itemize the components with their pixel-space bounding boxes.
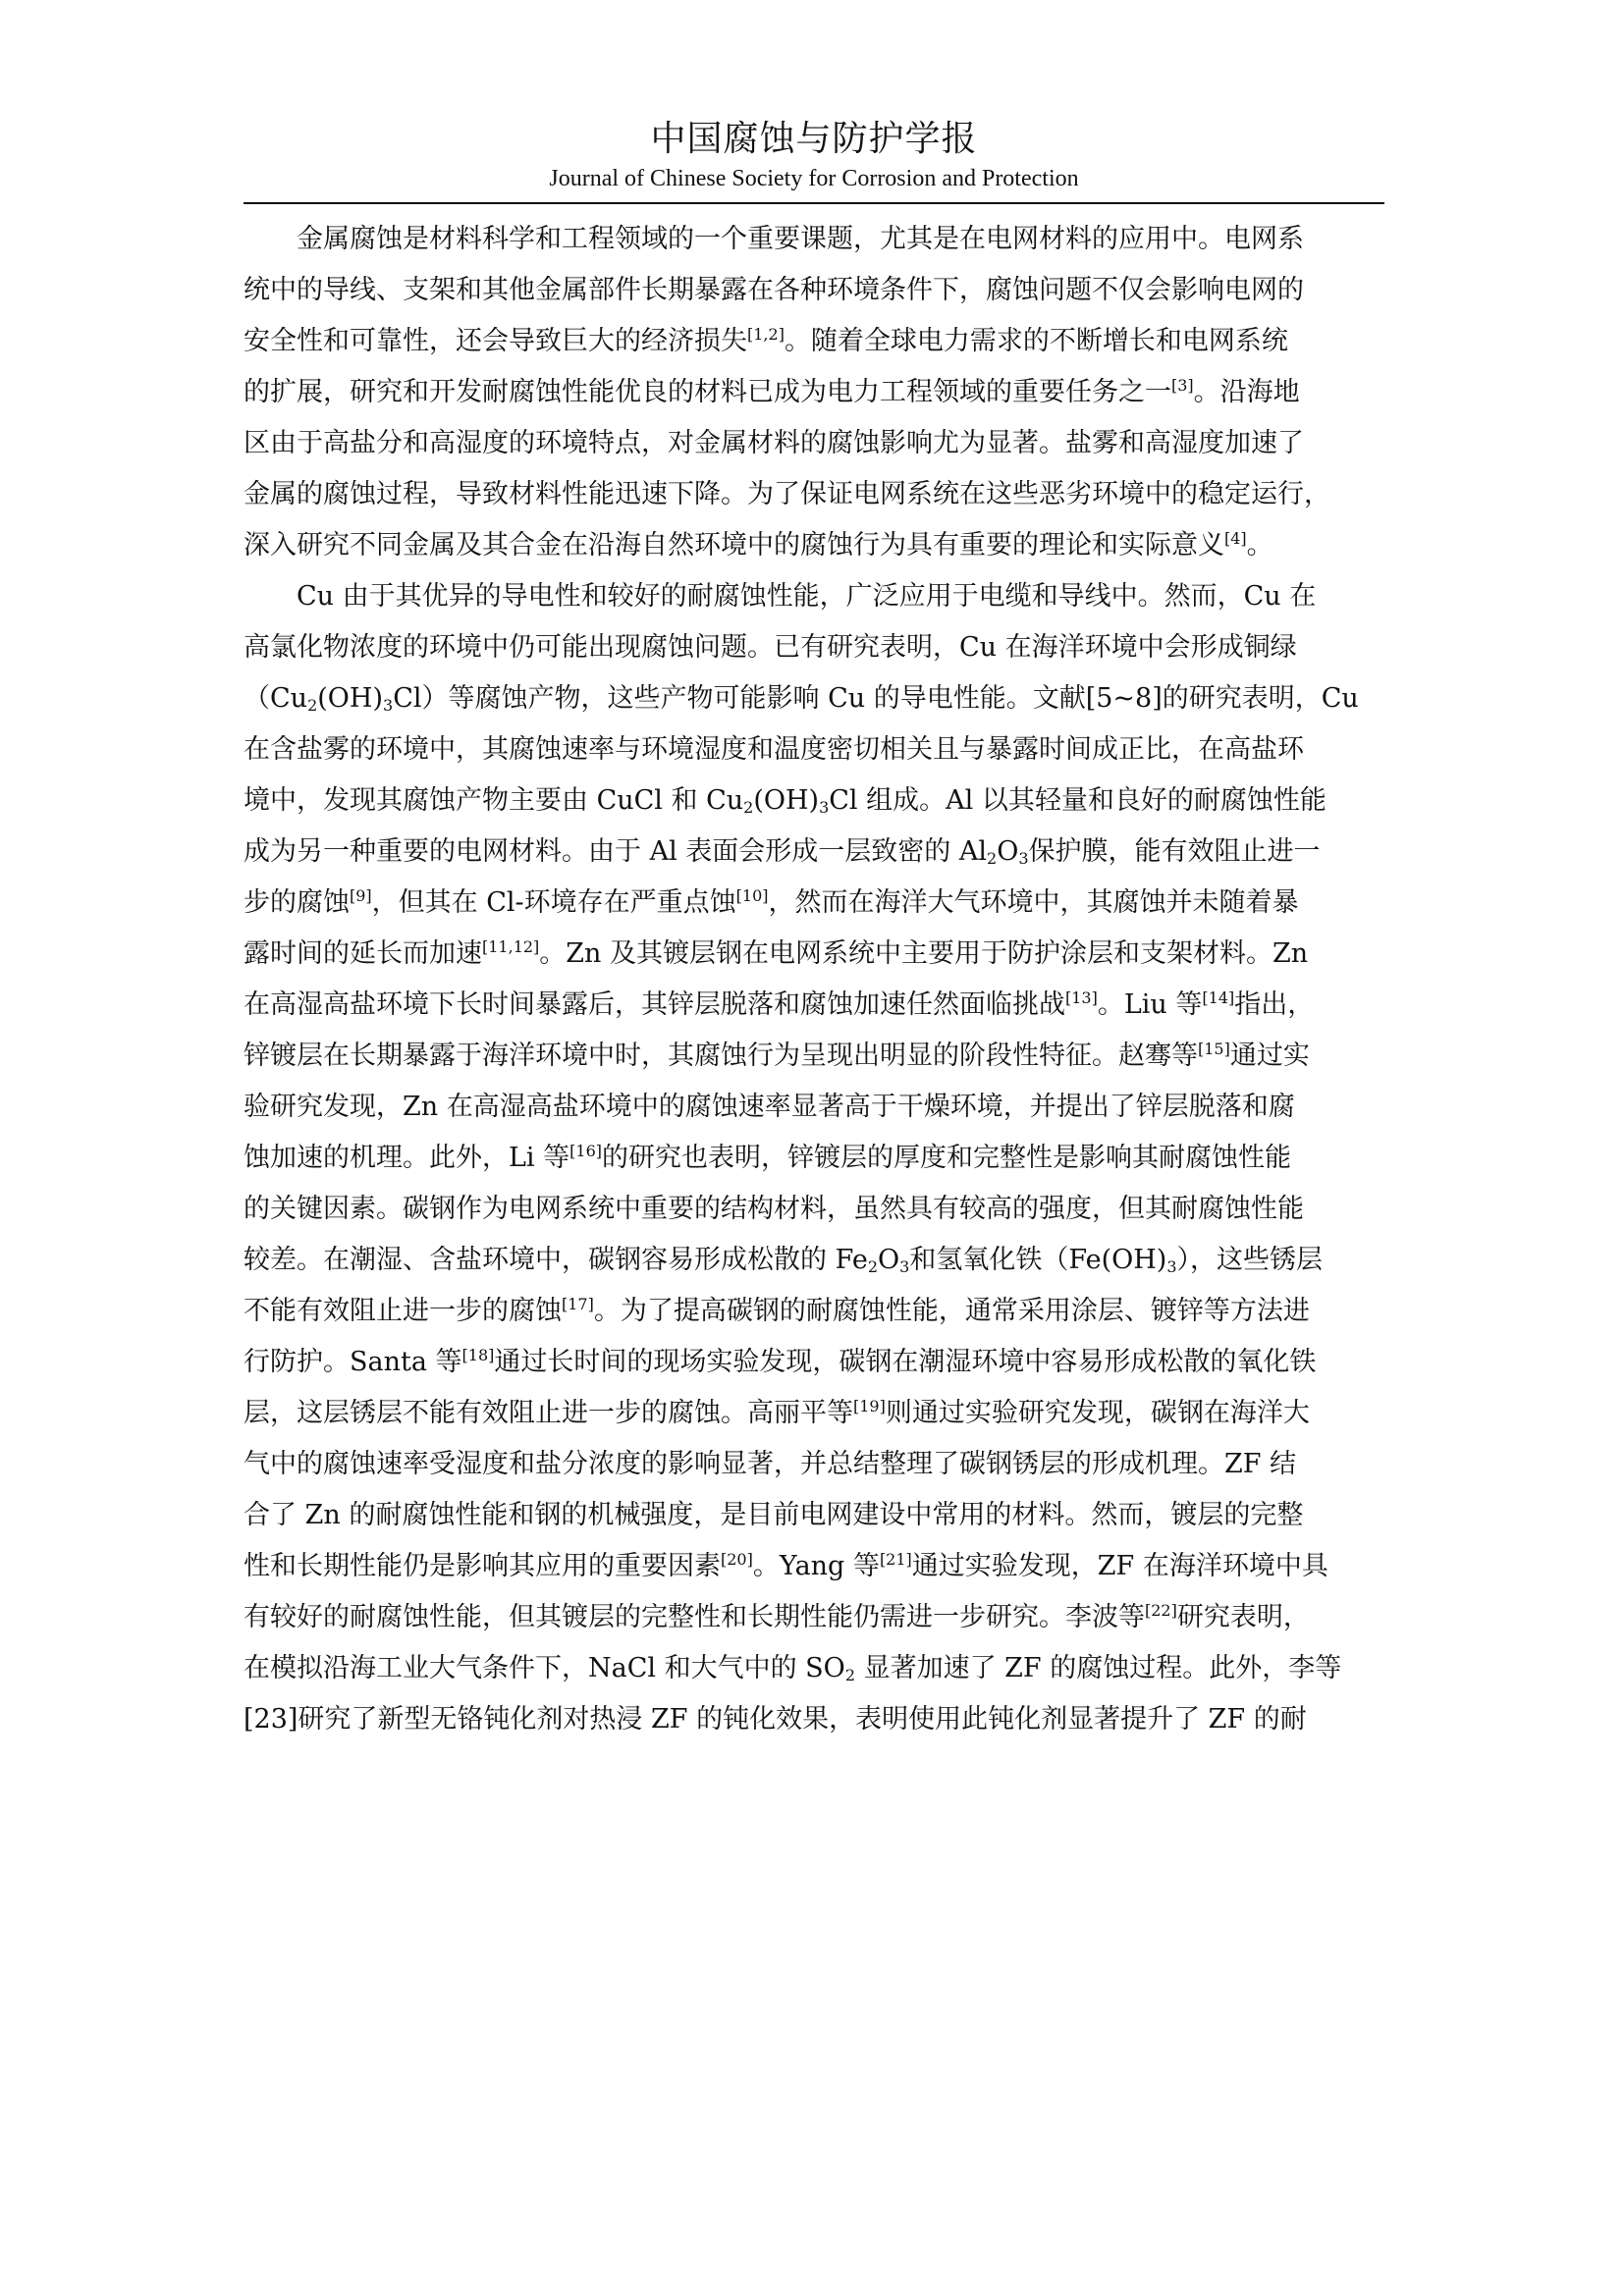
- text-line: 在模拟沿海工业大气条件下，NaCl 和大气中的 $SO_2$ 显著加速了 ZF 的腐蚀过程。此外，李等: [244, 1653, 1342, 1684]
- text-line: 气中的腐蚀速率受湿度和盐分浓度的影响显著，并总结整理了碳钢锈层的形成机理。ZF 结: [244, 1449, 1297, 1479]
- text-line: Cu 由于其优异的导电性和较好的耐腐蚀性能，广泛应用于电缆和导线中。然而，Cu 在: [297, 581, 1317, 612]
- text-line: 在含盐雾的环境中，其腐蚀速率与环境湿度和温度密切相关且与暴露时间成正比，在高盐环: [244, 734, 1304, 765]
- text-line: 层，这层锈层不能有效阻止进一步的腐蚀。高丽平等[19]则通过实验研究发现，碳钢在海洋大: [244, 1397, 1310, 1428]
- text-line: 的扩展，研究和开发耐腐蚀性能优良的材料已成为电力工程领域的重要任务之一[3]。沿海地: [244, 376, 1300, 407]
- text-line: 金属的腐蚀过程，导致材料性能迅速下降。为了保证电网系统在这些恶劣环境中的稳定运行，: [244, 479, 1330, 509]
- text-line: 统中的导线、支架和其他金属部件长期暴露在各种环境条件下，腐蚀问题不仅会影响电网的: [244, 275, 1304, 305]
- text-line: 金属腐蚀是材料科学和工程领域的一个重要课题，尤其是在电网材料的应用中。电网系: [297, 224, 1304, 254]
- text-line: 高氯化物浓度的环境中仍可能出现腐蚀问题。已有研究表明，Cu 在海洋环境中会形成铜绿: [244, 632, 1297, 663]
- text-line: 的关键因素。碳钢作为电网系统中重要的结构材料，虽然具有较高的强度，但其耐腐蚀性能: [244, 1194, 1304, 1224]
- text-line: $(Cu_2(OH)_3Cl)$等腐蚀产物，这些产物可能影响 Cu 的导电性能。文献[5~8]的研究表明，Cu: [244, 683, 1359, 715]
- text-line: 在高湿高盐环境下长时间暴露后，其锌层脱落和腐蚀加速任然面临挑战[13]。Liu 等[14]指出，: [244, 988, 1315, 1020]
- paragraph-materials-review: [244, 571, 1384, 1745]
- text-line: 较差。在潮湿、含盐环境中，碳钢容易形成松散的 $Fe_2O_3$和氢氧化铁$(Fe(OH)_3)$，这些锈层: [244, 1245, 1324, 1276]
- text-line: 成为另一种重要的电网材料。由于 Al 表面会形成一层致密的 $Al_2O_3$保护膜，能有效阻止进一: [244, 836, 1321, 868]
- text-line: 蚀加速的机理。此外，Li 等[16]的研究也表明，锌镀层的厚度和完整性是影响其耐腐蚀性能: [244, 1142, 1291, 1173]
- text-line: 区由于高盐分和高湿度的环境特点，对金属材料的腐蚀影响尤为显著。盐雾和高湿度加速了: [244, 428, 1304, 458]
- paragraph-intro: [244, 214, 1384, 571]
- text-line: 步的腐蚀[9]，但其在 Cl-环境存在严重点蚀[10]，然而在海洋大气环境中，其腐蚀并未随着暴: [244, 886, 1299, 918]
- journal-title-english: Journal of Chinese Society for Corrosion and Protection: [549, 166, 1079, 191]
- text-line: 有较好的耐腐蚀性能，但其镀层的完整性和长期性能仍需进一步研究。李波等[22]研究表明，: [244, 1601, 1310, 1632]
- text-line: [23]研究了新型无铬钝化剂对热浸 ZF 的钝化效果，表明使用此钝化剂显著提升了 ZF 的耐: [244, 1704, 1307, 1735]
- header-divider: [244, 202, 1384, 204]
- text-line: 验研究发现，Zn 在高湿高盐环境中的腐蚀速率显著高于干燥环境，并提出了锌层脱落和腐: [244, 1092, 1295, 1122]
- journal-header: [244, 116, 1384, 194]
- text-line: 安全性和可靠性，还会导致巨大的经济损失[1,2]。随着全球电力需求的不断增长和电网系统: [244, 325, 1288, 356]
- text-line: 合了 Zn 的耐腐蚀性能和钢的机械强度，是目前电网建设中常用的材料。然而，镀层的完整: [244, 1500, 1304, 1530]
- text-line: 深入研究不同金属及其合金在沿海自然环境中的腐蚀行为具有重要的理论和实际意义[4]。: [244, 529, 1273, 561]
- text-line: 境中，发现其腐蚀产物主要由 CuCl 和 $Cu_2(OH)_3Cl$ 组成。Al 以其轻量和良好的耐腐蚀性能: [244, 785, 1326, 817]
- text-line: 不能有效阻止进一步的腐蚀[17]。为了提高碳钢的耐腐蚀性能，通常采用涂层、镀锌等方法进: [244, 1295, 1310, 1326]
- journal-title-chinese: 中国腐蚀与防护学报: [650, 119, 978, 159]
- text-line: 露时间的延长而加速[11,12]。Zn 及其镀层钢在电网系统中主要用于防护涂层和支架材料。Zn: [244, 937, 1309, 969]
- text-line: 锌镀层在长期暴露于海洋环境中时，其腐蚀行为呈现出明显的阶段性特征。赵骞等[15]通过实: [244, 1040, 1310, 1071]
- article-body: [244, 214, 1384, 1745]
- text-line: 行防护。Santa 等[18]通过长时间的现场实验发现，碳钢在潮湿环境中容易形成松散的氧化铁: [244, 1346, 1317, 1377]
- text-line: 性和长期性能仍是影响其应用的重要因素[20]。Yang 等[21]通过实验发现，ZF 在海洋环境中具: [244, 1550, 1328, 1581]
